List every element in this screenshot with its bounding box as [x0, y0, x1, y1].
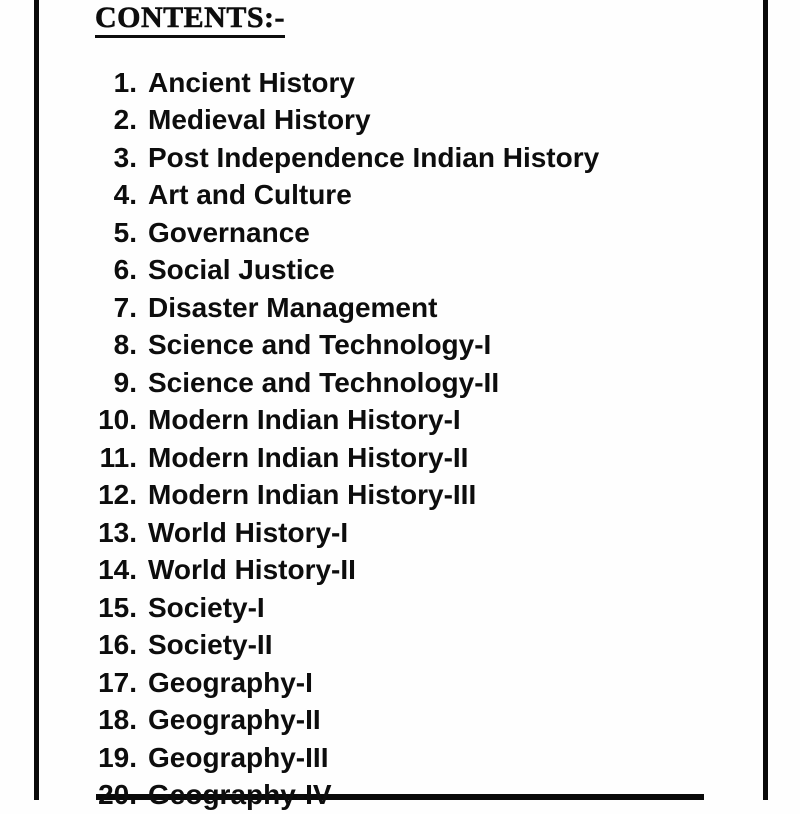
list-item [95, 327, 760, 365]
item-number: 6. [95, 254, 137, 286]
list-item [95, 177, 760, 215]
right-border-rule [763, 0, 768, 800]
item-number: 18. [95, 704, 137, 736]
item-number: 3. [95, 142, 137, 174]
item-number: 13. [95, 517, 137, 549]
list-item [95, 739, 760, 777]
contents-list [95, 64, 760, 814]
item-number: 15. [95, 592, 137, 624]
item-label: Social Justice [148, 254, 335, 286]
list-item [95, 402, 760, 440]
item-label: Geography-IV [148, 779, 332, 811]
list-item [95, 777, 760, 814]
list-item [95, 477, 760, 515]
contents-section [95, 2, 760, 814]
list-item [95, 439, 760, 477]
item-number: 17. [95, 667, 137, 699]
item-label: Science and Technology-II [148, 367, 499, 399]
item-number: 1. [95, 67, 137, 99]
item-label: Governance [148, 217, 310, 249]
list-item [95, 514, 760, 552]
item-number: 16. [95, 629, 137, 661]
item-number: 10. [95, 404, 137, 436]
item-number: 14. [95, 554, 137, 586]
item-number: 7. [95, 292, 137, 324]
list-item [95, 664, 760, 702]
item-number: 8. [95, 329, 137, 361]
item-number: 19. [95, 742, 137, 774]
item-number: 4. [95, 179, 137, 211]
list-item [95, 552, 760, 590]
item-number: 9. [95, 367, 137, 399]
item-label: Post Independence Indian History [148, 142, 599, 174]
item-label: Geography-II [148, 704, 321, 736]
list-item [95, 702, 760, 740]
item-label: World History-I [148, 517, 348, 549]
list-item [95, 214, 760, 252]
item-label: Modern Indian History-I [148, 404, 461, 436]
list-item [95, 627, 760, 665]
item-label: Modern Indian History-III [148, 479, 476, 511]
list-item [95, 289, 760, 327]
list-item [95, 139, 760, 177]
list-item [95, 252, 760, 290]
item-number: 5. [95, 217, 137, 249]
item-label: Medieval History [148, 104, 371, 136]
list-item [95, 589, 760, 627]
item-label: Art and Culture [148, 179, 352, 211]
item-label: Modern Indian History-II [148, 442, 468, 474]
item-label: Ancient History [148, 67, 355, 99]
contents-title: CONTENTS:- [95, 2, 285, 38]
item-number: 12. [95, 479, 137, 511]
item-number: 20. [95, 779, 137, 811]
item-label: Science and Technology-I [148, 329, 491, 361]
item-number: 2. [95, 104, 137, 136]
item-number: 11. [95, 442, 137, 474]
item-label: World History-II [148, 554, 356, 586]
item-label: Society-II [148, 629, 272, 661]
item-label: Disaster Management [148, 292, 437, 324]
list-item [95, 364, 760, 402]
item-label: Geography-III [148, 742, 328, 774]
item-label: Society-I [148, 592, 265, 624]
item-label: Geography-I [148, 667, 313, 699]
list-item [95, 102, 760, 140]
list-item [95, 64, 760, 102]
left-border-rule [34, 0, 39, 800]
